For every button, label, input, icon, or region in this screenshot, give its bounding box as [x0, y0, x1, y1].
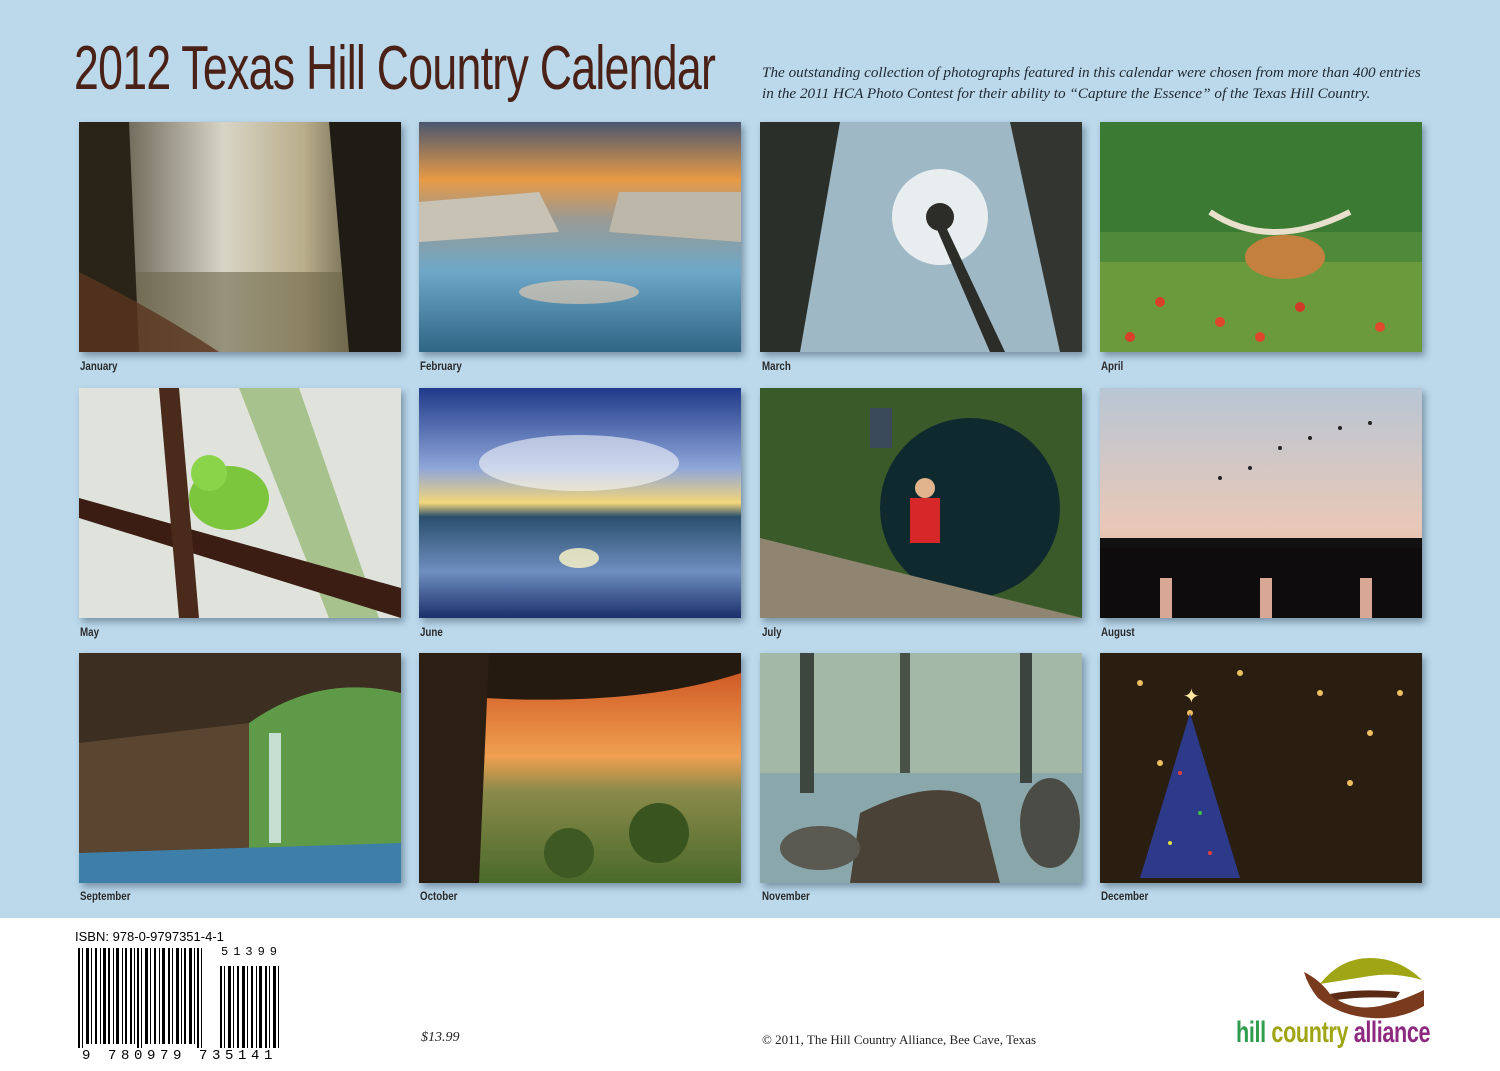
month-label-january: January: [80, 361, 118, 373]
photo-october: [419, 653, 741, 883]
svg-text:✦: ✦: [1183, 684, 1200, 708]
price: $13.99: [421, 1030, 460, 1045]
photo-august: [1100, 388, 1422, 618]
month-label-february: February: [420, 361, 462, 373]
month-label-december: December: [1101, 891, 1149, 903]
logo-word-hill: hill: [1236, 1016, 1266, 1049]
month-label-april: April: [1101, 361, 1124, 373]
barcode-digits: 9 780979 735141: [82, 1048, 278, 1064]
logo-word-country: country: [1271, 1016, 1349, 1049]
photo-april: [1100, 122, 1422, 352]
photo-september: [79, 653, 401, 883]
photo-june: [419, 388, 741, 618]
month-label-july: July: [762, 627, 782, 639]
month-label-november: November: [762, 891, 810, 903]
intro-line-2: in the 2011 HCA Photo Contest for their ability to “Capture the Essence” of the Texas Hill Country.: [762, 85, 1371, 102]
page-title: 2012 Texas Hill Country Calendar: [74, 34, 716, 103]
photo-january: [79, 122, 401, 352]
photo-march: [760, 122, 1082, 352]
isbn-text: ISBN: 978-0-9797351-4-1: [75, 929, 224, 944]
logo-wordmark: [1236, 1016, 1430, 1050]
intro-text: [762, 62, 1462, 104]
barcode-icon: [70, 944, 290, 1048]
photo-november: [760, 653, 1082, 883]
copyright-text: © 2011, The Hill Country Alliance, Bee Cave, Texas: [762, 1032, 1037, 1047]
month-label-may: May: [80, 627, 100, 639]
month-label-march: March: [762, 361, 791, 373]
photo-july: [760, 388, 1082, 618]
barcode-addon-digits: 51399: [221, 945, 283, 959]
photo-december: [1100, 653, 1422, 883]
photo-may: [79, 388, 401, 618]
month-label-october: October: [420, 891, 458, 903]
month-label-august: August: [1101, 627, 1135, 639]
month-label-september: September: [80, 891, 131, 903]
logo-word-alliance: alliance: [1353, 1016, 1431, 1049]
month-label-june: June: [420, 627, 443, 639]
hill-country-alliance-logo-icon: [1300, 950, 1426, 1020]
intro-line-1: The outstanding collection of photographs featured in this calendar were chosen from more than 400 entries: [762, 64, 1421, 81]
photo-february: [419, 122, 741, 352]
